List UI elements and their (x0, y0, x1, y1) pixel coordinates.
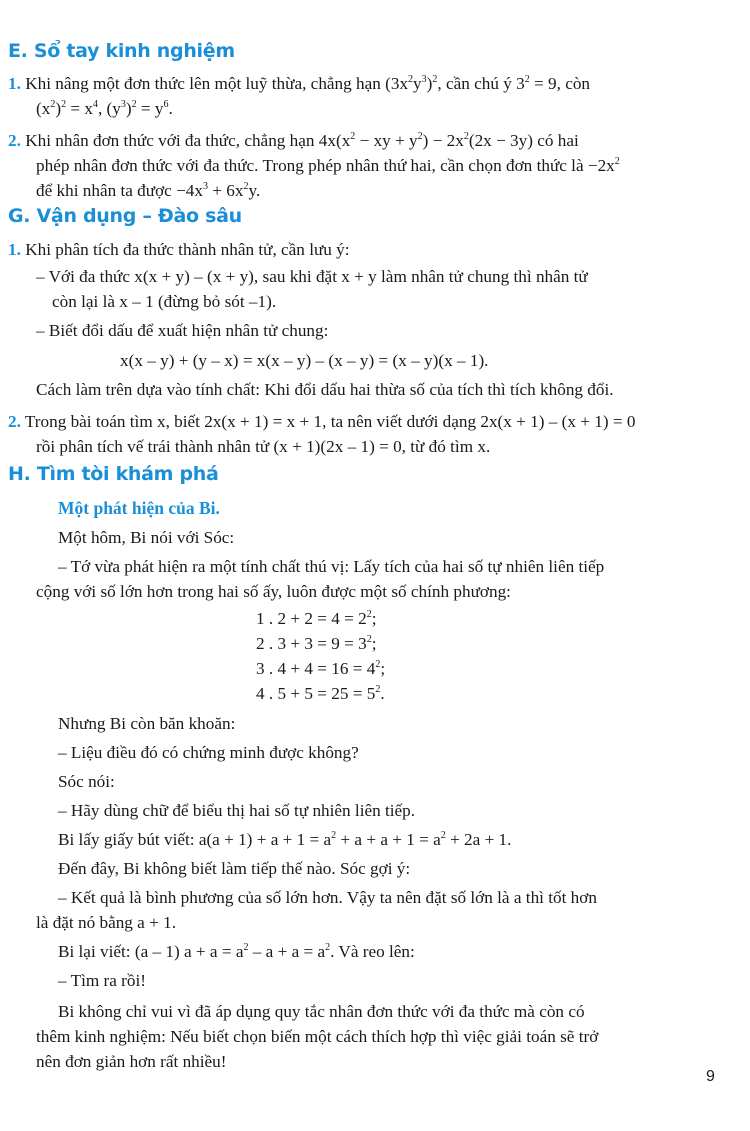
h-subtitle: Một phát hiện của Bi. (58, 498, 220, 518)
g-bullet-1-line-2: còn lại là x – 1 (đừng bỏ sót –1). (52, 292, 277, 311)
h-p11: – Tìm ra rồi! (58, 971, 146, 990)
g-bullet-1-line-1: – Với đa thức x(x + y) – (x + y), sau khi đặt x + y làm nhân tử chung thì nhân tử (36, 267, 588, 286)
g-formula: x(x – y) + (y – x) = x(x – y) – (x – y) = (x – y)(x – 1). (120, 351, 489, 370)
g-item-1-intro: 1. Khi phân tích đa thức thành nhân tử, cần lưu ý: (8, 240, 350, 259)
g-note: Cách làm trên dựa vào tính chất: Khi đổi dấu hai thừa số của tích thì tích không đổi. (36, 380, 614, 399)
page-number: 9 (706, 1068, 715, 1085)
g-bullet-2: – Biết đổi dấu để xuất hiện nhân tử chung: (36, 321, 329, 340)
section-h-title: H. Tìm tòi khám phá (8, 463, 219, 485)
h-p12-line-3: nên đơn giản hơn rất nhiều! (36, 1052, 227, 1071)
section-g-title: G. Vận dụng – Đào sâu (8, 205, 242, 227)
e-item-2-line-3: để khi nhân ta được $-4x^3 + 6x^2y$. (36, 181, 261, 200)
g-item-2-line-1: 2. Trong bài toán tìm x, biết 2x(x + 1) = x + 1, ta nên viết dưới dạng 2x(x + 1) – (x + 1) = 0 (8, 412, 636, 431)
h-p10: Bi lại viết: (a – 1) $a + a = a^2 - a + a = a^2$. Và reo lên: (58, 942, 415, 961)
h-p4: – Liệu điều đó có chứng minh được không? (58, 743, 359, 762)
example-2: 2 . $3 + 3 = 9 = 3^2$; (256, 634, 377, 653)
g-item-2-line-2: rồi phân tích vế trái thành nhân tử (x + 1)(2x – 1) = 0, từ đó tìm x. (36, 437, 491, 456)
h-p12-line-2: thêm kinh nghiệm: Nếu biết chọn biến một cách thích hợp thì việc giải toán sẽ trở (36, 1027, 599, 1046)
h-p5: Sóc nói: (58, 772, 115, 791)
e-item-1-line-1: 1. Khi nâng một đơn thức lên một luỹ thừa, chẳng hạn $(3x^2y^3)^2$, cần chú ý $3^2 = 9$, còn (8, 74, 591, 93)
e-item-1-line-2: $(x^2)^2 = x^4$, $(y^3)^2 = y^6$. (36, 99, 173, 118)
example-1: 1 . $2 + 2 = 4 = 2^2$; (256, 609, 377, 628)
h-p8: Đến đây, Bi không biết làm tiếp thế nào. Sóc gợi ý: (58, 859, 411, 878)
h-p9-line-2: là đặt nó bằng a + 1. (36, 913, 176, 932)
h-p12-line-1: Bi không chỉ vui vì đã áp dụng quy tắc nhân đơn thức với đa thức mà còn có (58, 1002, 585, 1021)
h-p2-line-1: – Tớ vừa phát hiện ra một tính chất thú vị: Lấy tích của hai số tự nhiên liên tiếp (58, 557, 605, 576)
h-p1: Một hôm, Bi nói với Sóc: (58, 528, 235, 547)
e-item-2-line-1: 2. Khi nhân đơn thức với đa thức, chẳng hạn $4x(x^2$ − xy + $y^2) - 2x^2(2x - 3y)$ có hai (8, 131, 579, 150)
e-item-2-line-2: phép nhân đơn thức với đa thức. Trong phép nhân thứ hai, cần chọn đơn thức là $-2x^2$ (36, 156, 620, 175)
h-p3: Nhưng Bi còn băn khoăn: (58, 714, 236, 733)
example-4: 4 . $5 + 5 = 25 = 5^2$. (256, 684, 385, 703)
section-e-title: E. Sổ tay kinh nghiệm (8, 40, 235, 62)
h-p2-line-2: cộng với số lớn hơn trong hai số ấy, luôn được một số chính phương: (36, 582, 511, 601)
h-p7: Bi lấy giấy bút viết: $a(a + 1) + a + 1 = a^2 + a + a + 1 = a^2 + 2a + 1$. (58, 830, 512, 849)
h-p6: – Hãy dùng chữ để biểu thị hai số tự nhiên liên tiếp. (58, 801, 416, 820)
h-p9-line-1: – Kết quả là bình phương của số lớn hơn. Vậy ta nên đặt số lớn là a thì tốt hơn (58, 888, 597, 907)
example-3: 3 . $4 + 4 = 16 = 4^2$; (256, 659, 386, 678)
